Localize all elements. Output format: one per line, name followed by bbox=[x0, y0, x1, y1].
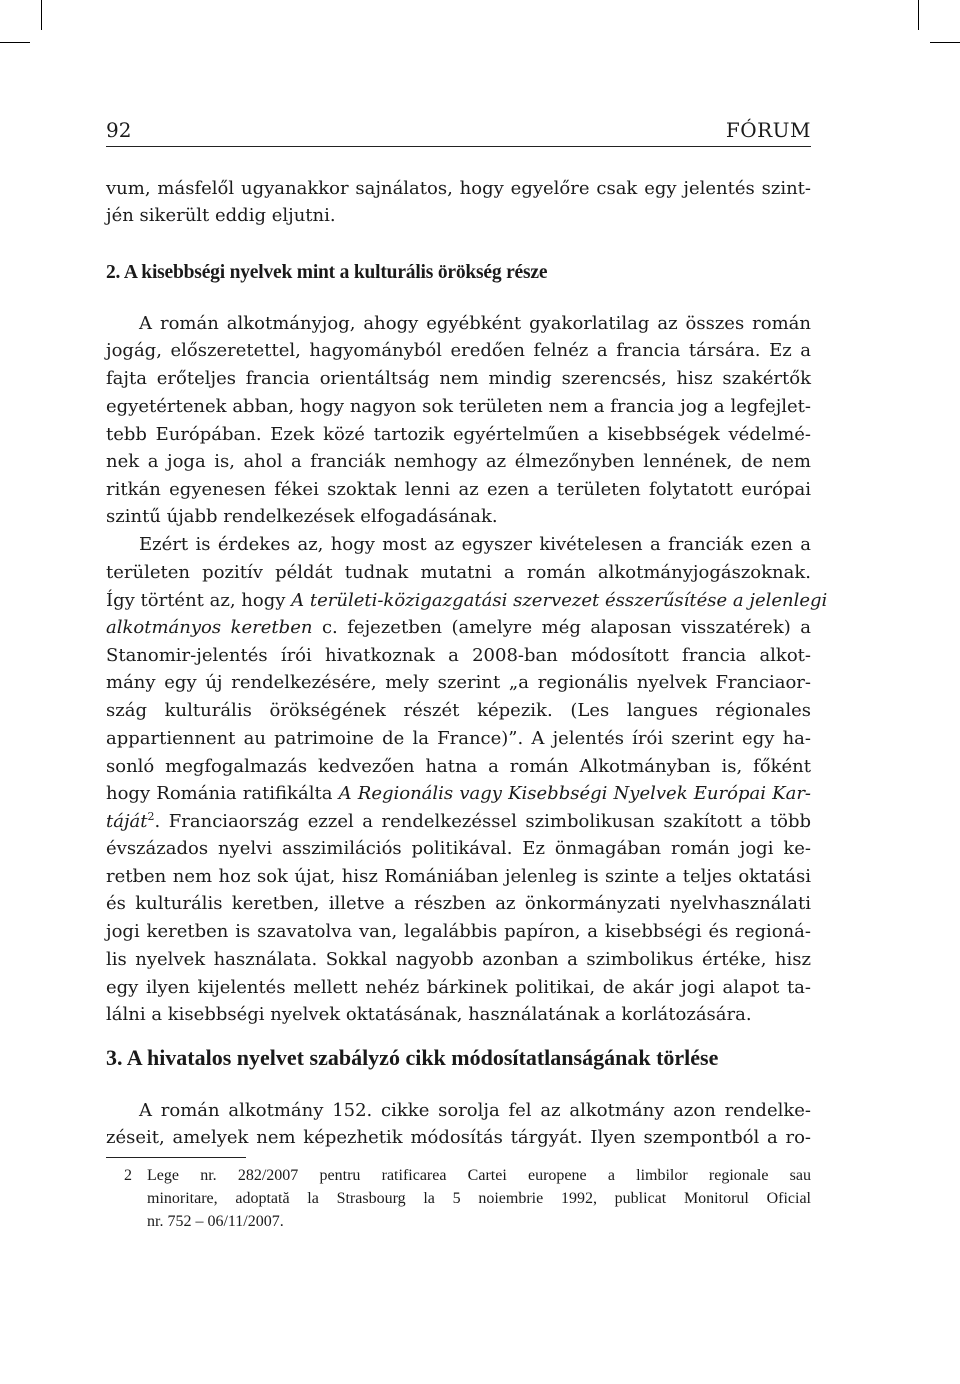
italic-chapter-title: A területi-közigazgatási szervezet ésszerűsítése a jelenlegi bbox=[291, 590, 828, 611]
crop-mark-top-left-horizontal bbox=[0, 42, 30, 43]
text-line: jén sikerült eddig eljutni. bbox=[106, 205, 336, 226]
text-line: nek a joga is, ahol a franciák nemhogy az élmezőnyben lennének, de nem bbox=[106, 451, 811, 472]
text-line: szintű újabb rendelkezések elfogadásának. bbox=[106, 506, 498, 527]
text-span: . Franciaország ezzel a rendelkezéssel szimbolikusan szakított a több bbox=[154, 811, 811, 832]
footnote-line: nr. 752 – 06/11/2007. bbox=[147, 1213, 284, 1230]
italic-chapter-title: alkotmányos keretben bbox=[106, 617, 313, 638]
crop-mark-top-right-vertical bbox=[918, 0, 919, 30]
section-3-heading: 3. A hivatalos nyelvet szabályzó cikk módosítatlanságának törlése bbox=[106, 1045, 719, 1070]
text-line bbox=[106, 587, 828, 615]
text-line: jogi keretben is szavatolva van, legalábbis papíron, a kisebbségi és regioná- bbox=[106, 921, 811, 942]
text-line: lis nyelvek használata. Sokkal nagyobb azonban a szimbolikus értéke, hisz bbox=[106, 949, 811, 970]
text-line: szág kulturális örökségének részét képezik. (Les langues régionales bbox=[106, 700, 811, 721]
italic-charter-title: táját bbox=[106, 811, 148, 832]
text-line: jogág, előszeretettel, hagyományból eredően felnéz a francia társára. Ez a bbox=[106, 340, 811, 361]
text-line: Ezért is érdekes az, hogy most az egyszer kivételesen a franciák ezen a bbox=[139, 534, 811, 555]
text-line: lálni a kisebbségi nyelvek oktatásának, használatának a korlátozására. bbox=[106, 1004, 752, 1025]
footnote-line: Lege nr. 282/2007 pentru ratificarea Cartei europene a limbilor regionale sau bbox=[147, 1167, 811, 1184]
text-line bbox=[106, 780, 811, 808]
text-line: vum, másfelől ugyanakkor sajnálatos, hogy egyelőre csak egy jelentés szint- bbox=[106, 178, 811, 199]
text-line: tebb Európában. Ezek közé tartozik egyértelműen a kisebbségek védelmé- bbox=[106, 424, 811, 445]
footnote-rule bbox=[106, 1157, 246, 1158]
text-line: évszázados nyelvi asszimilációs politikával. Ez önmagában román jogi ke- bbox=[106, 838, 811, 859]
text-span: c. fejezetben (amelyre még alaposan visszatérek) a bbox=[312, 617, 812, 638]
section-2-heading: 2. A kisebbségi nyelvek mint a kulturális örökség része bbox=[106, 262, 548, 283]
crop-mark-top-left-vertical bbox=[41, 0, 42, 30]
text-line: sonló megfogalmazás kedvezően hatna a román Alkotmányban is, főként bbox=[106, 756, 811, 777]
footnote-line: minoritare, adoptată la Strasbourg la 5 noiembrie 1992, publicat Monitorul Oficial bbox=[147, 1190, 811, 1207]
text-line: Stanomir-jelentés írói hivatkoznak a 2008-ban módosított francia alkot- bbox=[106, 645, 811, 666]
text-line: A román alkotmány 152. cikke sorolja fel az alkotmány azon rendelke- bbox=[139, 1100, 811, 1121]
text-line: egy ilyen kijelentés mellett nehéz bárkinek politikai, de akár jogi alapot ta- bbox=[106, 977, 811, 998]
text-line bbox=[106, 808, 811, 836]
text-line: mány egy új rendelkezésére, mely szerint „a regionális nyelvek Franciaor- bbox=[106, 672, 811, 693]
journal-title: FÓRUM bbox=[725, 118, 811, 142]
text-line: egyetértenek abban, hogy nagyon sok területen nem a francia jog a legfejlet- bbox=[106, 396, 811, 417]
text-line bbox=[106, 614, 811, 642]
text-line: és kulturális keretben, illetve a részben az önkormányzati nyelvhasználati bbox=[106, 893, 811, 914]
footnote-number: 2 bbox=[124, 1167, 132, 1184]
running-header bbox=[106, 117, 811, 147]
text-line: retben nem hoz sok újat, hisz Romániában jelenleg is szinte a teljes oktatási bbox=[106, 866, 811, 887]
page-number: 92 bbox=[106, 118, 132, 142]
text-line: ritkán egyenesen fékei szoktak lenni az ezen a területen folytatott európai bbox=[106, 479, 811, 500]
footnote-reference[interactable]: 2 bbox=[147, 810, 155, 823]
text-span: Így történt az, hogy bbox=[106, 590, 292, 611]
text-span: hogy Románia ratifikálta bbox=[106, 783, 339, 804]
text-line: A román alkotmányjog, ahogy egyébként gyakorlatilag az összes román bbox=[139, 313, 811, 334]
italic-charter-title: A Regionális vagy Kisebbségi Nyelvek Európai Kar- bbox=[338, 783, 812, 804]
text-line: appartiennent au patrimoine de la France)”. A jelentés írói szerint egy ha- bbox=[106, 728, 811, 749]
header-rule bbox=[106, 146, 811, 147]
text-line: területen pozitív példát tudnak mutatni a román alkotmányjogászoknak. bbox=[106, 562, 811, 583]
crop-mark-top-right-horizontal bbox=[930, 42, 960, 43]
text-line: zéseit, amelyek nem képezhetik módosítás tárgyát. Ilyen szempontból a ro- bbox=[106, 1127, 811, 1148]
text-line: fajta erőteljes francia orientáltság nem mindig szerencsés, hisz szakértők bbox=[106, 368, 811, 389]
